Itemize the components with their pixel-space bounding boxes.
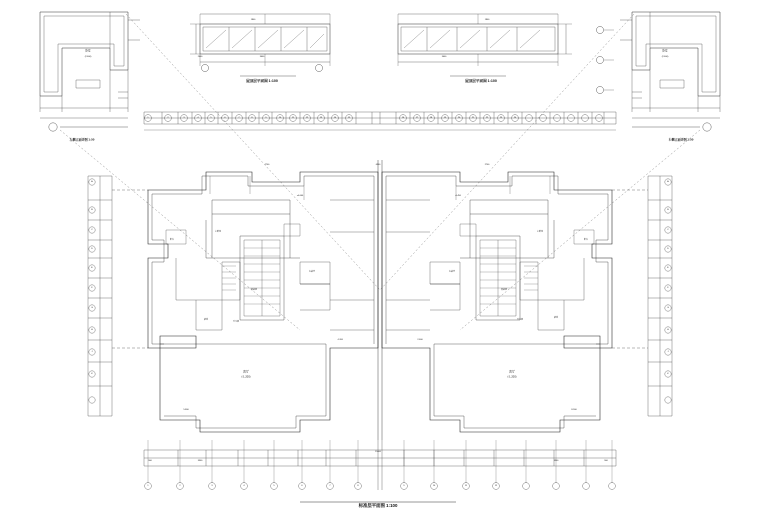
grid-label-left: B xyxy=(91,208,93,211)
grid-label-bottom: 7 xyxy=(329,484,331,487)
dimension-text: 3300 xyxy=(197,459,203,462)
grid-label-bottom: 4 xyxy=(243,484,245,487)
room-label: 楼梯间 xyxy=(250,288,258,291)
grid-label-left: G xyxy=(91,306,93,309)
room-label: 主卧室 xyxy=(214,230,222,233)
grid-label-left: E xyxy=(91,266,93,269)
room-label: 阳台 xyxy=(583,238,589,241)
grid-label-top: 4 xyxy=(197,116,199,119)
left-grid-band xyxy=(88,176,148,416)
main-plan-right xyxy=(382,172,612,432)
sheet-title-left-detail: 左侧立面详图 1:50 xyxy=(69,137,95,142)
grid-label-top: 9 xyxy=(265,116,267,119)
grid-label-top: 12 xyxy=(305,116,309,119)
grid-label-left: A xyxy=(91,180,93,183)
grid-label-top: 14 xyxy=(333,116,337,119)
grid-label-top: 18 xyxy=(429,116,433,119)
dimension-text: 2400 xyxy=(197,55,203,58)
sheet-title-right-detail: 右侧立面详图 1:50 xyxy=(668,137,694,142)
grid-label-right: J xyxy=(667,350,669,353)
dimension-text: 1800 xyxy=(484,18,490,21)
dimension-text: 3600 xyxy=(441,55,447,58)
room-label: 厨房 xyxy=(553,316,559,319)
grid-label-right: F xyxy=(667,286,669,289)
grid-label-top: 20 xyxy=(457,116,461,119)
grid-label-bottom: 2 xyxy=(179,484,181,487)
dimension-text: 900 xyxy=(148,459,152,462)
grid-label-left: D xyxy=(91,247,93,250)
elevation-note: (-1.200) xyxy=(507,375,517,379)
room-label: 主卧室 xyxy=(536,230,544,233)
grid-label-left: K xyxy=(91,372,93,375)
grid-label-top: 22 xyxy=(485,116,489,119)
room-label: 阳台 xyxy=(169,238,175,241)
grid-label-right: D xyxy=(667,247,669,250)
grid-label-right: G xyxy=(667,306,669,309)
elevation-tag: -0.450 xyxy=(455,194,461,197)
grid-label-right: K xyxy=(667,372,669,375)
grid-label-left: C xyxy=(91,228,93,231)
dimension-text: 3600 xyxy=(259,55,265,58)
sheet-title-roof-right: 屋顶层平面图 1:100 xyxy=(465,79,497,84)
grid-label-right: H xyxy=(667,328,669,331)
grid-label-bottom: 8 xyxy=(357,484,359,487)
grid-label-bottom: 1 xyxy=(147,484,149,487)
grid-label-bottom: 9 xyxy=(403,484,405,487)
plan-geometry xyxy=(40,12,720,502)
grid-label-bottom: 6 xyxy=(301,484,303,487)
right-grid-band xyxy=(612,176,672,416)
grid-label-top: 17 xyxy=(415,116,419,119)
grid-label-bottom: 10 xyxy=(432,484,436,487)
grid-label-top: 11 xyxy=(291,116,295,119)
elevation-tag: -1.200 xyxy=(337,338,343,341)
grid-label-right: C xyxy=(667,228,669,231)
roof-plan-left xyxy=(190,14,330,76)
grid-label-top: 2 xyxy=(167,116,169,119)
grid-label-right: A xyxy=(667,180,669,183)
grid-label-top: 23 xyxy=(499,116,503,119)
grid-label-top: 7 xyxy=(238,116,240,119)
grid-label-top: 19 xyxy=(443,116,447,119)
right-elevation-detail xyxy=(620,12,720,131)
grid-label-top: 15 xyxy=(347,116,351,119)
grid-label-left: J xyxy=(91,350,93,353)
grid-label-top: 8 xyxy=(251,116,253,119)
main-plan-right-inner xyxy=(386,176,608,428)
room-label: 卫生间 xyxy=(516,318,524,321)
room-label: 卫生间 xyxy=(232,320,240,323)
sheet-title-main-plan: 标准层平面图 1:100 xyxy=(358,502,398,508)
grid-label-top: 5 xyxy=(210,116,212,119)
elevation-tag: 5.800 xyxy=(183,408,189,411)
dimension-text: 900 xyxy=(604,459,608,462)
sheet-title-roof-left: 屋顶层平面图 1:100 xyxy=(246,79,278,84)
grid-label-top: 3 xyxy=(183,116,185,119)
grid-label-top: 10 xyxy=(278,116,282,119)
room-label: 厨房 xyxy=(203,318,209,321)
dimension-text: 6300 xyxy=(375,163,381,166)
grid-label-top: 21 xyxy=(471,116,475,119)
grid-label-bottom: 3 xyxy=(211,484,213,487)
grid-label-right: E xyxy=(667,266,669,269)
grid-label-left: H xyxy=(91,328,93,331)
elevation-note: (2.600) xyxy=(84,55,92,58)
dimension-text: 3300 xyxy=(553,459,559,462)
room-label: 楼梯间 xyxy=(500,288,508,291)
room-label: 电梯厅 xyxy=(308,270,316,273)
bottom-grid-band xyxy=(144,440,616,502)
room-label: 卧室 xyxy=(662,49,668,53)
grid-label-top: 24 xyxy=(513,116,517,119)
grid-label-right: B xyxy=(667,208,669,211)
elevation-note: (-1.200) xyxy=(241,375,251,379)
roof-plan-right xyxy=(398,14,614,94)
room-label: 卧室 xyxy=(85,49,91,53)
dimension-text: 1800 xyxy=(250,18,256,21)
top-grid-band xyxy=(144,112,616,124)
grid-label-bottom: 12 xyxy=(494,484,498,487)
grid-label-top: 6 xyxy=(224,116,226,119)
room-label: 电梯厅 xyxy=(448,270,456,273)
grid-label-bottom: 5 xyxy=(273,484,275,487)
grid-label-top: 16 xyxy=(401,116,405,119)
dimension-text: 2700 xyxy=(264,163,270,166)
grid-label-top: 13 xyxy=(319,116,323,119)
grid-label-top: 1 xyxy=(147,116,149,119)
room-label: 客厅 xyxy=(242,369,250,374)
elevation-tag: 8.900 xyxy=(571,408,577,411)
elevation-tag: 2.600 xyxy=(417,338,423,341)
elevation-tag: ±0.000 xyxy=(296,194,304,197)
room-label: 客厅 xyxy=(508,369,516,374)
elevation-note: (2.600) xyxy=(661,55,669,58)
grid-label-left: F xyxy=(91,286,93,289)
main-plan-left-inner xyxy=(152,176,374,428)
left-elevation-detail xyxy=(40,12,140,131)
main-plan-left xyxy=(148,172,378,432)
dimension-text: 2700 xyxy=(484,163,490,166)
dimension-text: 15000 xyxy=(375,450,381,453)
diagonal-reference-lines xyxy=(60,14,700,330)
grid-label-bottom: 11 xyxy=(464,484,468,487)
